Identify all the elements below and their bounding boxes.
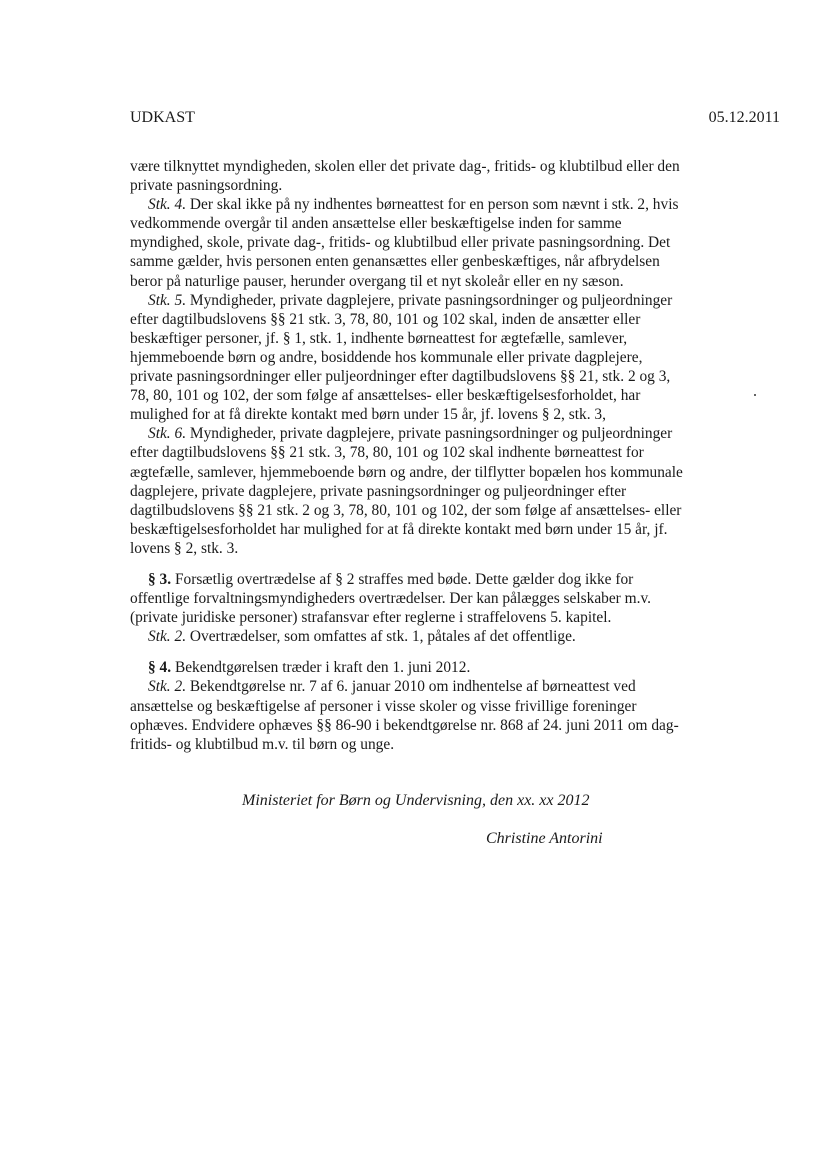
- text-line: [130, 424, 730, 443]
- line-text: Bekendtgørelse nr. 7 af 6. januar 2010 om indhentelse af børneattest ved: [186, 678, 636, 696]
- text-line: [130, 608, 730, 627]
- text-line: [130, 520, 730, 539]
- line-text: beskæftigelsesforholdet har mulighed for at få direkte kontakt med børn under 15 år, jf.: [130, 520, 668, 538]
- line-text: Myndigheder, private dagplejere, private pasningsordninger og puljeordninger: [186, 425, 673, 443]
- subsection-label: Stk. 4.: [148, 196, 187, 214]
- line-text: mulighed for at få direkte kontakt med børn under 15 år, jf. lovens § 2, stk. 3,: [130, 406, 606, 424]
- line-text: Myndigheder, private dagplejere, private pasningsordninger og puljeordninger: [186, 291, 673, 309]
- text-line: [130, 735, 730, 754]
- line-text: (private juridiske personer) strafansvar efter reglerne i straffelovens 5. kapitel.: [130, 609, 612, 627]
- line-text: ophæves. Endvidere ophæves §§ 86-90 i bekendtgørelse nr. 868 af 24. juni 2011 om dag-: [130, 716, 679, 734]
- text-line: [130, 697, 730, 716]
- subsection-label: Stk. 6.: [148, 425, 187, 443]
- section-number: § 4.: [148, 659, 172, 677]
- text-line: [130, 195, 730, 214]
- document-date: 05.12.2011: [708, 109, 780, 126]
- line-text: lovens § 2, stk. 3.: [130, 539, 239, 557]
- text-line: [130, 272, 730, 291]
- text-line: [130, 252, 730, 271]
- text-line: [130, 214, 730, 233]
- line-text: private pasningsordninger eller puljeordninger efter dagtilbudslovens §§ 21, stk. 2 og 3,: [130, 368, 671, 386]
- document-body: [130, 157, 730, 754]
- line-text: beror på naturlige pauser, herunder overgang til et nyt skoleår eller en ny sæson.: [130, 272, 624, 290]
- line-text: være tilknyttet myndigheden, skolen eller det private dag-, fritids- og klubtilbud eller den: [130, 158, 680, 175]
- text-line: [130, 716, 730, 735]
- text-line: [130, 677, 730, 696]
- paragraph-gap: [130, 558, 730, 570]
- line-text: offentlige forvaltningsmyndigheders overtrædelser. Der kan pålægges selskaber m.v.: [130, 590, 652, 608]
- line-text: efter dagtilbudslovens §§ 21 stk. 3, 78, 80, 101 og 102 skal, inden de ansætter eller: [130, 310, 641, 328]
- line-text: private pasningsordning.: [130, 177, 283, 195]
- minister-name: Christine Antorini: [486, 830, 603, 847]
- ministry-signature-line: Ministeriet for Børn og Undervisning, den xx. xx 2012: [242, 792, 590, 809]
- text-line: [130, 539, 730, 558]
- line-text: efter dagtilbudslovens §§ 21 stk. 3, 78, 80, 101 og 102 skal indhente børneattest for: [130, 444, 644, 462]
- paragraph-gap: [130, 646, 730, 658]
- line-text: fritids- og klubtilbud m.v. til børn og unge.: [130, 735, 395, 753]
- text-line: [130, 627, 730, 646]
- line-text: ægtefælle, samlever, hjemmeboende børn og andre, der tilflytter bopælen hos kommunale: [130, 463, 683, 481]
- line-text: Bekendtgørelsen træder i kraft den 1. juni 2012.: [171, 659, 471, 677]
- text-line: [130, 386, 730, 405]
- text-line: [130, 443, 730, 462]
- scan-speck: [754, 394, 756, 396]
- text-line: [130, 570, 730, 589]
- draft-label: UDKAST: [130, 109, 195, 126]
- text-line: [130, 310, 730, 329]
- text-line: [130, 348, 730, 367]
- text-line: [130, 589, 730, 608]
- section-number: § 3.: [148, 570, 172, 588]
- line-text: beskæftiger personer, jf. § 1, stk. 1, indhente børneattest for ægtefælle, samlever,: [130, 329, 628, 347]
- text-line: [130, 329, 730, 348]
- subsection-label: Stk. 2.: [148, 678, 187, 696]
- text-line: [130, 157, 730, 176]
- text-line: [130, 501, 730, 520]
- line-text: myndighed, skole, private dag-, fritids- og klubtilbud eller private pasningsordning. Det: [130, 234, 671, 252]
- line-text: dagtilbudslovens §§ 21 stk. 2 og 3, 78, 80, 101 og 102, der som følge af ansættelses- eller: [130, 501, 682, 519]
- text-line: [130, 482, 730, 501]
- text-line: [130, 367, 730, 386]
- line-text: Der skal ikke på ny indhentes børneattest for en person som nævnt i stk. 2, hvis: [186, 196, 679, 214]
- text-line: [130, 233, 730, 252]
- line-text: vedkommende overgår til anden ansættelse eller beskæftigelse inden for samme: [130, 215, 622, 233]
- line-text: dagplejere, private dagplejere, private pasningsordninger og puljeordninger efter: [130, 482, 627, 500]
- line-text: Forsætlig overtrædelse af § 2 straffes med bøde. Dette gælder dog ikke for: [171, 570, 634, 588]
- line-text: Overtrædelser, som omfattes af stk. 1, påtales af det offentlige.: [186, 628, 576, 646]
- line-text: ansættelse og beskæftigelse af personer i visse skoler og visse frivillige foreninger: [130, 697, 637, 715]
- text-line: [130, 463, 730, 482]
- line-text: samme gælder, hvis personen enten genansættes eller genbeskæftiges, når afbrydelsen: [130, 253, 660, 271]
- text-line: [130, 405, 730, 424]
- subsection-label: Stk. 2.: [148, 628, 187, 646]
- line-text: hjemmeboende børn og andre, bosiddende hos kommunale eller private dagplejere,: [130, 348, 643, 366]
- text-line: [130, 176, 730, 195]
- subsection-label: Stk. 5.: [148, 291, 187, 309]
- line-text: 78, 80, 101 og 102, der som følge af ansættelses- eller beskæftigelsesforholdet, har: [130, 387, 641, 405]
- text-line: [130, 658, 730, 677]
- text-line: [130, 291, 730, 310]
